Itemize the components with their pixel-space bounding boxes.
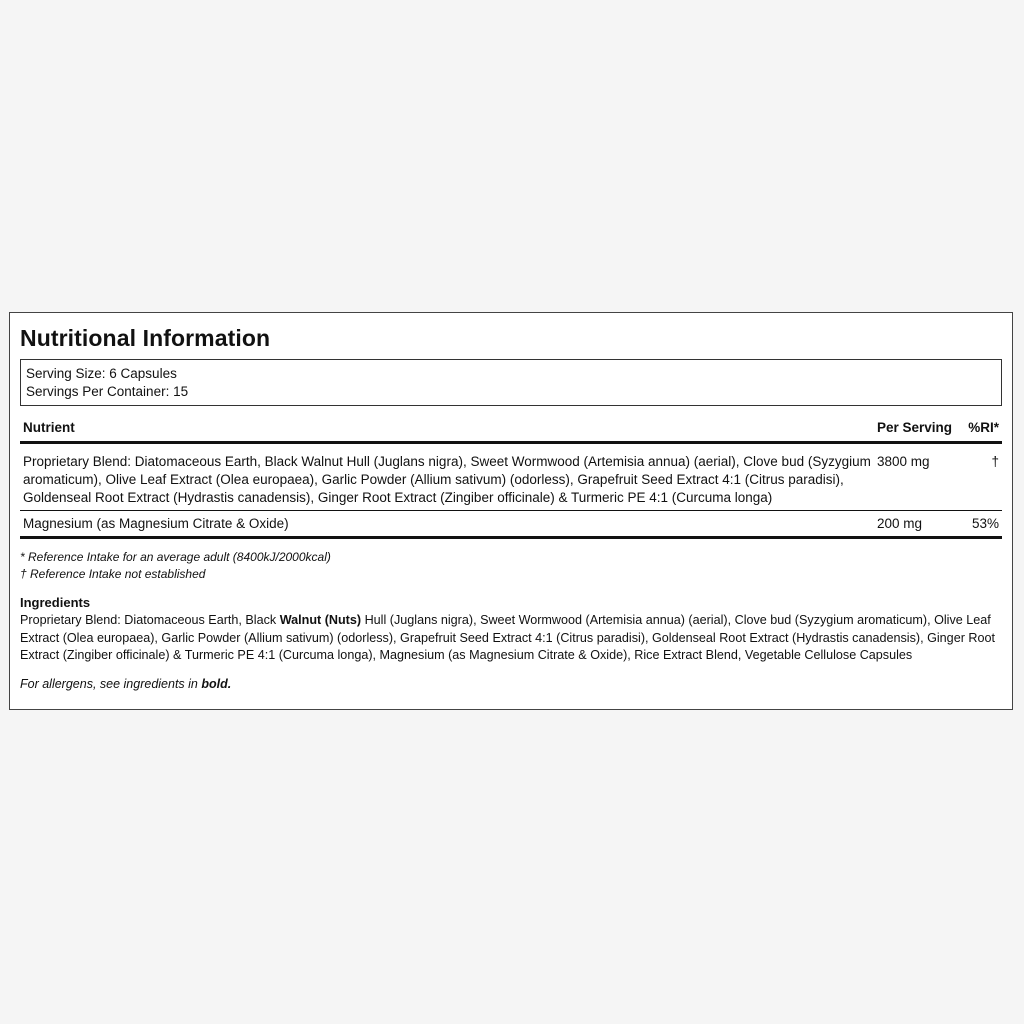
- ingredients-text-start: Proprietary Blend: Diatomaceous Earth, Black: [20, 613, 280, 627]
- footnote-reference-intake: * Reference Intake for an average adult (8400kJ/2000kcal): [20, 550, 331, 564]
- table-header-row: [20, 415, 1002, 443]
- serving-size: Serving Size: 6 Capsules: [26, 366, 177, 381]
- nutrient-ri: †: [960, 443, 1002, 511]
- ingredients-text-end: Hull (Juglans nigra), Sweet Wormwood (Artemisia annua) (aerial), Clove bud (Syzygium aromaticum), Olive Leaf Extract (Olea europaea), Garlic Powder (Allium sativum) (odorless), Grapefruit Seed Extract 4:1 (Citrus paradisi), Goldenseal Root Extract (Hydrastis canadensis), Ginger Root Extract (Zingiber officinale) & Turmeric PE 4:1 (Curcuma longa), Magnesium (as Magnesium Citrate & Oxide), Rice Extract Blend, Vegetable Cellulose Capsules: [20, 613, 995, 662]
- allergen-note-text: For allergens, see ingredients in: [20, 676, 202, 691]
- allergen-ingredient: Walnut (Nuts): [279, 613, 362, 627]
- allergen-note-bold: bold.: [201, 676, 232, 691]
- header-per-serving: Per Serving: [874, 415, 960, 443]
- header-nutrient: Nutrient: [20, 415, 874, 443]
- nutrient-table: [20, 415, 1002, 539]
- nutrient-amount: 3800 mg: [874, 443, 960, 511]
- allergen-note: [20, 676, 1002, 693]
- nutrient-amount: 200 mg: [874, 511, 960, 538]
- footnote-not-established: † Reference Intake not established: [20, 567, 206, 581]
- nutrition-panel: [9, 312, 1013, 710]
- nutrient-name: Magnesium (as Magnesium Citrate & Oxide): [20, 511, 874, 538]
- footnotes: [20, 549, 1002, 583]
- ingredients-heading: Ingredients: [20, 595, 91, 610]
- ingredients-text: [20, 612, 1002, 665]
- page-title: Nutritional Information: [20, 325, 271, 351]
- nutrient-ri: 53%: [960, 511, 1002, 538]
- table-row: [20, 511, 1002, 538]
- serving-info-box: [20, 359, 1002, 406]
- nutrient-name: Proprietary Blend: Diatomaceous Earth, Black Walnut Hull (Juglans nigra), Sweet Wormwood (Artemisia annua) (aerial), Clove bud (Syzygium aromaticum), Olive Leaf Extract (Olea europaea), Garlic Powder (Allium sativum) (odorless), Grapefruit Seed Extract 4:1 (Citrus paradisi), Goldenseal Root Extract (Hydrastis canadensis), Ginger Root Extract (Zingiber officinale) & Turmeric PE 4:1 (Curcuma longa): [20, 443, 874, 511]
- servings-per-container: Servings Per Container: 15: [26, 384, 189, 399]
- header-ri: %RI*: [960, 415, 1002, 443]
- table-row: [20, 443, 1002, 511]
